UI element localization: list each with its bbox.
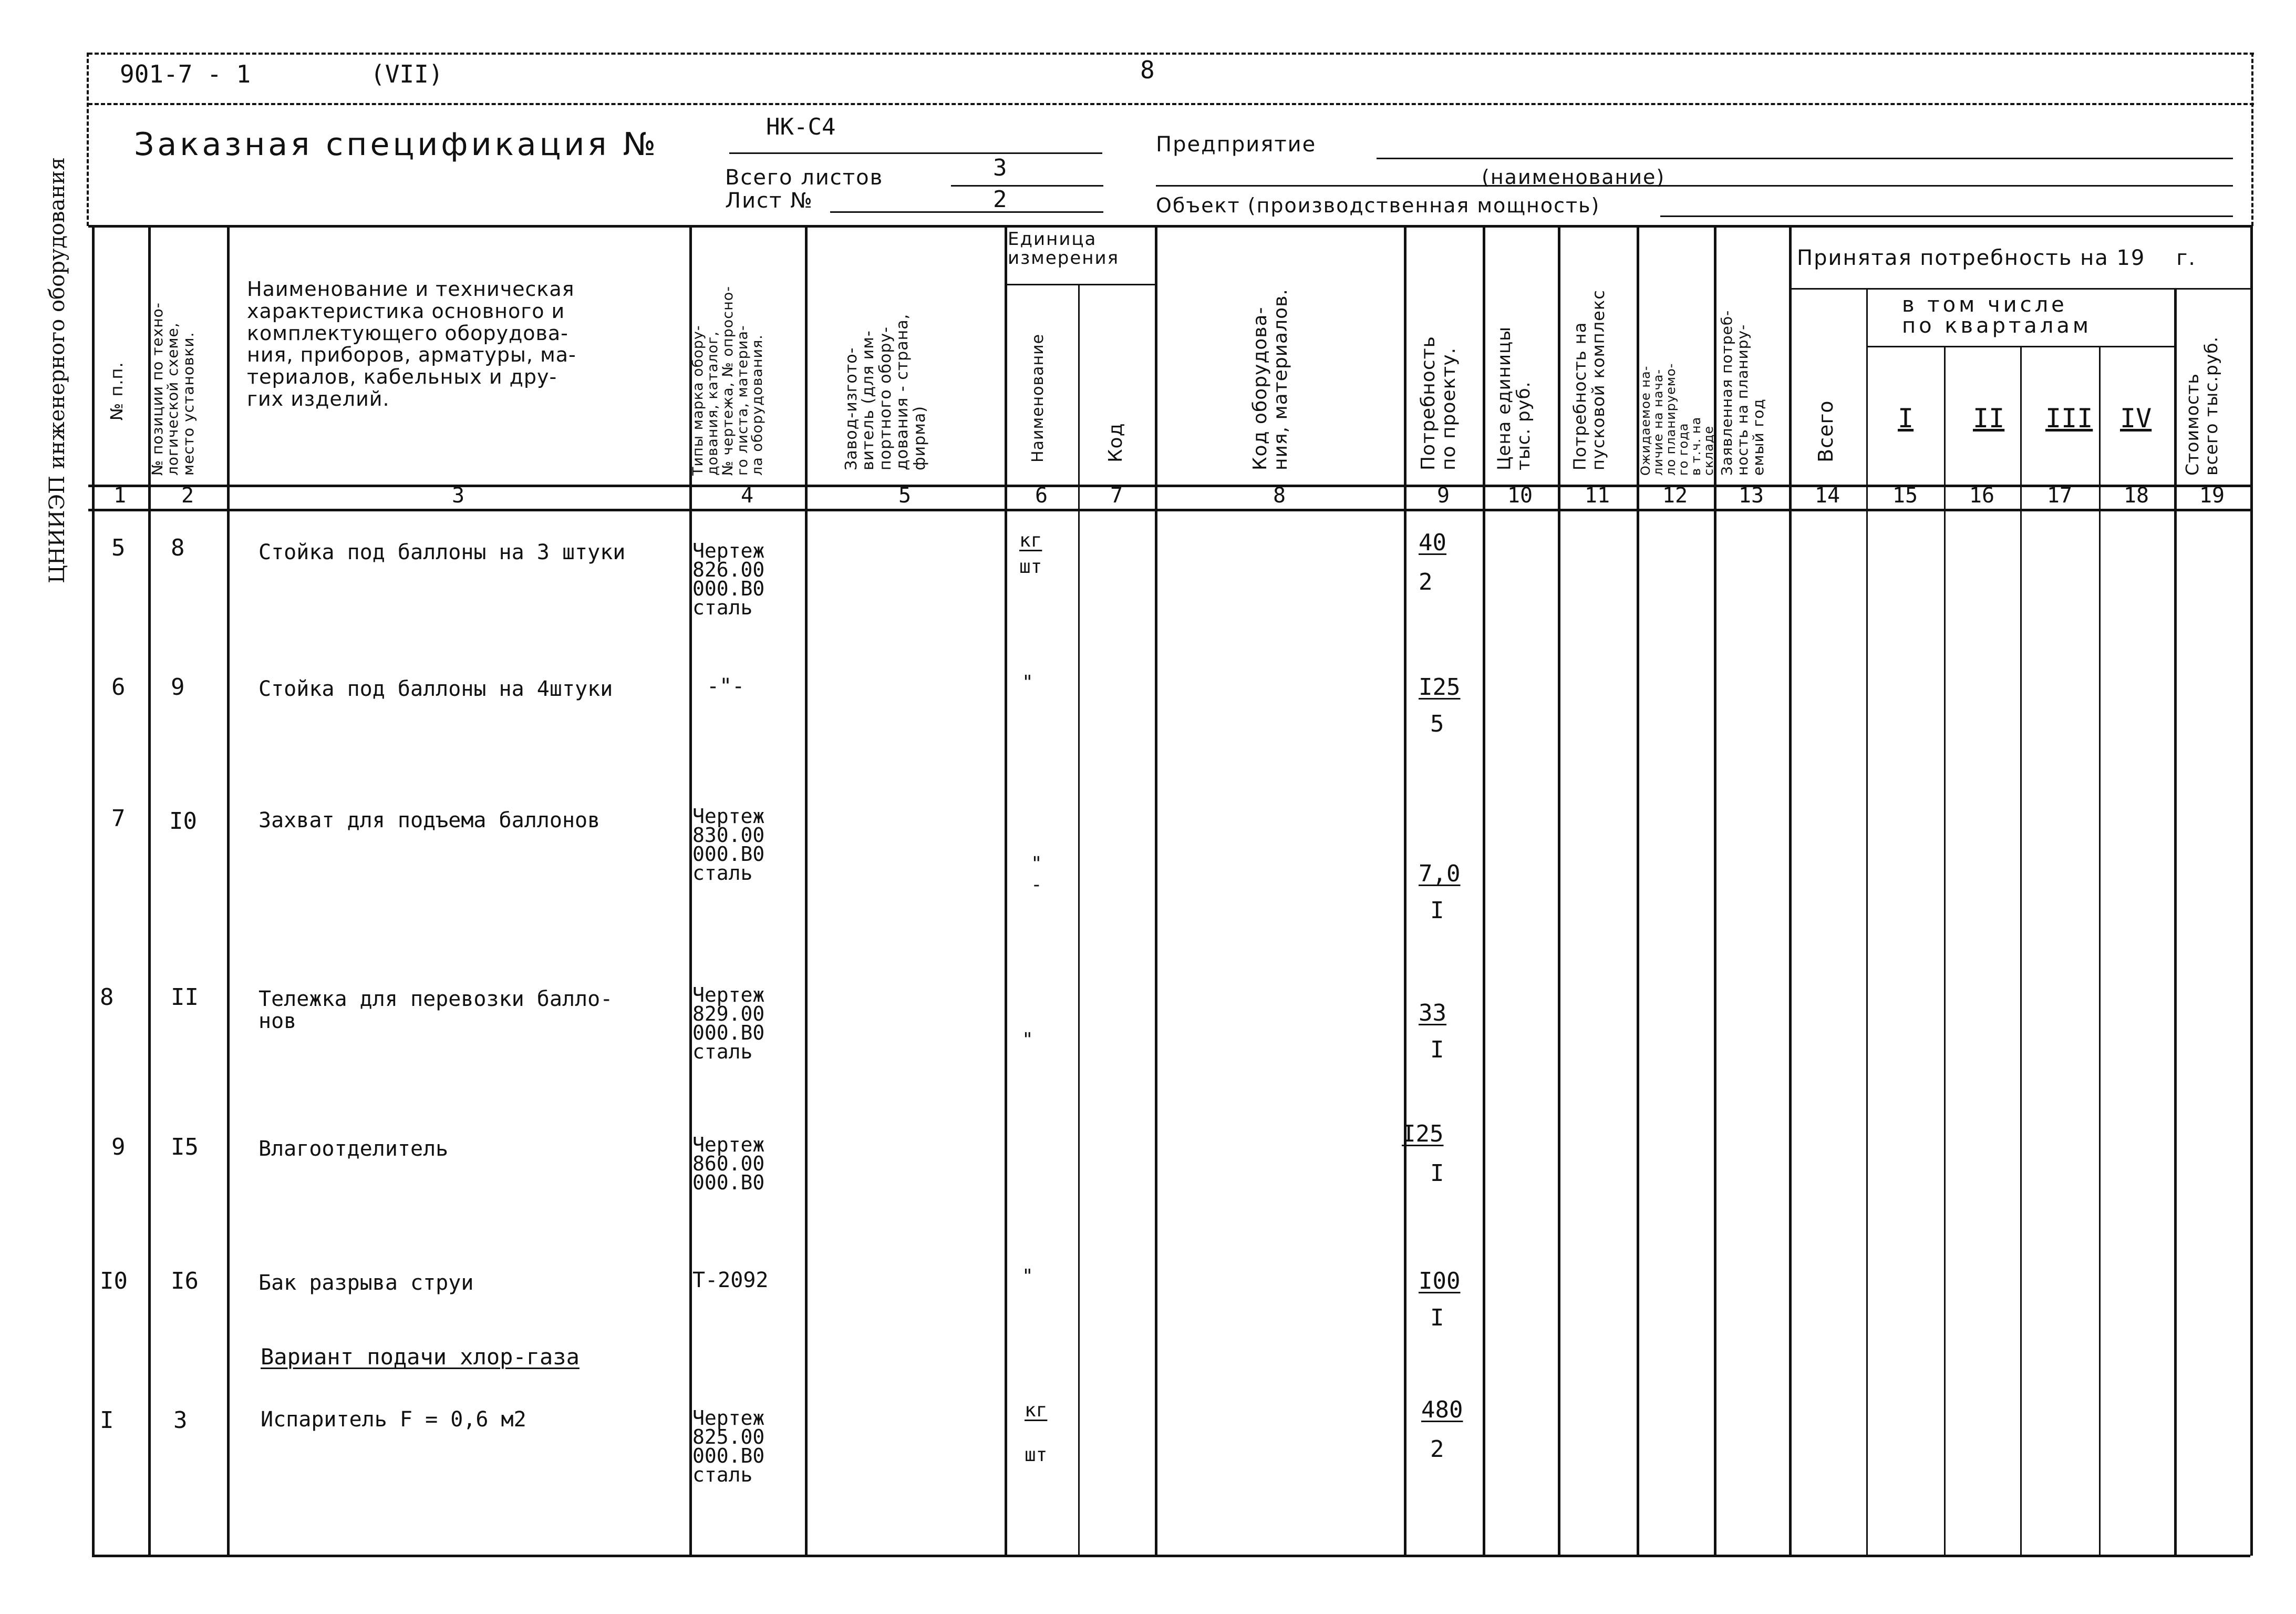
row-need-bottom: I bbox=[1430, 1304, 1444, 1331]
side-label: ЦНИИЭП инженерного оборудования bbox=[45, 157, 69, 583]
table-bottom-line bbox=[92, 1555, 2250, 1557]
row-name: Влагоотделитель bbox=[258, 1137, 449, 1161]
row-name: Стойка под баллоны на 4штуки bbox=[258, 677, 613, 701]
sheet-label: Лист № bbox=[725, 189, 813, 213]
col-number-bottom-line bbox=[88, 509, 2253, 511]
frame-left-top bbox=[87, 53, 89, 226]
quarters-group-header: в том числе по кварталам bbox=[1902, 293, 2092, 338]
col12-header: Ожидаемое на- личие на нача- ло планируемо- го года в т.ч. на складе bbox=[1638, 363, 1716, 476]
col13-header: Заявленная потреб- ность на планиру- емый год bbox=[1718, 310, 1767, 476]
row-need-bottom: 2 bbox=[1430, 1436, 1444, 1463]
row-unit-top: кг bbox=[1019, 530, 1042, 551]
col6-group-header: Единица измерения bbox=[1008, 229, 1120, 269]
col19-header: Стоимость всего тыс.руб. bbox=[2182, 336, 2221, 476]
row-number: 5 bbox=[111, 534, 126, 561]
name-caption: (наименование) bbox=[1482, 166, 1666, 189]
spec-number: НК-С4 bbox=[766, 114, 836, 140]
row-number: 7 bbox=[111, 805, 126, 832]
spec-title: Заказная спецификация № bbox=[134, 126, 659, 163]
row-type: Чертеж 830.00 000.В0 сталь bbox=[692, 805, 765, 885]
name-underline bbox=[1156, 185, 2233, 187]
accepted-group-header: Принятая потребность на 19 г. bbox=[1797, 246, 2196, 270]
col18-header: IV bbox=[2120, 403, 2152, 434]
col14-header: Всего bbox=[1814, 400, 1837, 462]
row-unit-top: " bbox=[1022, 672, 1033, 693]
row-name: Испаритель F = 0,6 м2 bbox=[261, 1407, 526, 1432]
row-need-bottom: I bbox=[1430, 897, 1444, 924]
col-line-19 bbox=[2250, 225, 2253, 1556]
row-type: Чертеж 829.00 000.В0 сталь bbox=[692, 983, 765, 1064]
col-line-4 bbox=[805, 225, 808, 1556]
document-code: 901-7 - 1 bbox=[120, 60, 251, 88]
row-need-top: I00 bbox=[1419, 1268, 1461, 1294]
row-type: Т-2092 bbox=[692, 1268, 769, 1292]
col-line-15 bbox=[1944, 346, 1946, 1556]
spec-number-underline bbox=[729, 152, 1102, 154]
col5-header: Завод-изгото- витель (для им- портного обору- дования - страна, фирма) bbox=[842, 313, 929, 470]
row-name: Захват для подъема баллонов bbox=[258, 808, 601, 832]
col16-header: II bbox=[1973, 403, 2005, 434]
row-need-top: I25 bbox=[1419, 674, 1461, 701]
sheets-label: Всего листов bbox=[725, 166, 884, 190]
row-number: 6 bbox=[111, 674, 126, 701]
col-line-6 bbox=[1078, 284, 1080, 1556]
row-name: Тележка для перевозки балло- нов bbox=[258, 987, 613, 1033]
col-number-top-line bbox=[88, 485, 2253, 487]
row-type: Чертеж 825.00 000.В0 сталь bbox=[692, 1406, 765, 1487]
col8-header: Код оборудова- ния, материалов. bbox=[1249, 289, 1291, 470]
col10-header: Цена единицы тыс. руб. bbox=[1494, 326, 1534, 470]
table-top-line bbox=[88, 225, 2253, 228]
row-unit-top: " bbox=[1022, 1266, 1033, 1287]
col-line-5 bbox=[1005, 225, 1007, 1556]
col17-header: III bbox=[2045, 403, 2093, 434]
row-number: 9 bbox=[111, 1134, 126, 1160]
row-need-top: 480 bbox=[1421, 1396, 1463, 1423]
row-need-bottom: I bbox=[1430, 1160, 1444, 1187]
row-number: I bbox=[100, 1407, 114, 1434]
row-number: 8 bbox=[100, 984, 114, 1011]
row-need-top: 40 bbox=[1419, 529, 1446, 556]
row-unit-bottom: шт bbox=[1025, 1444, 1048, 1466]
row-position: 3 bbox=[173, 1407, 188, 1434]
col1-header: № п.п. bbox=[107, 362, 127, 420]
row-name: Стойка под баллоны на 3 штуки bbox=[258, 540, 626, 564]
quarters-group-line bbox=[1866, 346, 2175, 347]
col-line-8 bbox=[1404, 225, 1406, 1556]
enterprise-underline bbox=[1377, 158, 2233, 159]
col7-header: Код bbox=[1105, 423, 1126, 462]
col-line-7 bbox=[1155, 225, 1157, 1556]
row-position: 8 bbox=[171, 534, 185, 561]
row-unit-top: кг bbox=[1025, 1400, 1048, 1421]
sheet-value: 2 bbox=[993, 186, 1007, 213]
col15-header: I bbox=[1898, 403, 1914, 434]
row-unit-top: " bbox=[1022, 1029, 1033, 1051]
row-type: Чертеж 826.00 000.В0 сталь bbox=[692, 539, 765, 620]
row-need-bottom: 5 bbox=[1430, 711, 1444, 737]
row-position: I0 bbox=[169, 808, 197, 835]
col-line-18 bbox=[2174, 288, 2177, 1556]
row-need-bottom: 2 bbox=[1419, 569, 1433, 595]
row-unit-bottom: шт bbox=[1019, 556, 1042, 578]
row-type: Чертеж 860.00 000.В0 bbox=[692, 1133, 765, 1195]
sheets-value: 3 bbox=[993, 155, 1007, 181]
col-line-0 bbox=[92, 225, 95, 1556]
col-line-13 bbox=[1789, 225, 1792, 1556]
page-number: 8 bbox=[1140, 56, 1155, 84]
unit-group-line bbox=[1005, 284, 1155, 285]
row-position: I5 bbox=[171, 1134, 199, 1160]
frame-top bbox=[88, 53, 2254, 55]
col3-header: Наименование и техническая характеристика основного и комплектующего оборудова- ния, приборов, арматуры, ма- териалов, кабельных и дру- гих изделий. bbox=[247, 277, 576, 410]
col-line-16 bbox=[2020, 346, 2022, 1556]
col6-header: Наименование bbox=[1029, 333, 1047, 462]
row-name: Бак разрыва струи bbox=[258, 1271, 474, 1295]
row-need-bottom: I bbox=[1430, 1036, 1444, 1063]
row-position: II bbox=[171, 984, 199, 1011]
col4-header: Типы марка обору- дования, каталог, № чертежа, № опросно- го листа, материа- ла оборудования. bbox=[690, 286, 766, 476]
col-line-17 bbox=[2099, 346, 2101, 1556]
row-type: -"- bbox=[707, 674, 745, 698]
col-line-2 bbox=[227, 225, 230, 1556]
row-need-top: 33 bbox=[1419, 1000, 1446, 1026]
frame-right-top bbox=[2251, 53, 2253, 226]
header-divider bbox=[88, 103, 2254, 105]
col-line-9 bbox=[1483, 225, 1485, 1556]
row-need-top: I25 bbox=[1402, 1120, 1444, 1147]
row-need-top: 7,0 bbox=[1419, 860, 1461, 887]
object-label: Объект (производственная мощность) bbox=[1156, 194, 1600, 217]
col11-header: Потребность на пусковой комплекс bbox=[1570, 290, 1608, 470]
enterprise-label: Предприятие bbox=[1156, 132, 1317, 157]
accepted-group-line bbox=[1789, 288, 2251, 290]
row-unit-bottom: - bbox=[1031, 874, 1042, 896]
object-underline bbox=[1660, 215, 2233, 217]
section-heading: Вариант подачи хлор-газа bbox=[261, 1344, 580, 1370]
roman-section: (VII) bbox=[370, 60, 443, 88]
col-line-14 bbox=[1866, 288, 1868, 1556]
col2-header: № позиции по техно- логической схеме, место установки. bbox=[149, 302, 197, 476]
col9-header: Потребность по проекту. bbox=[1418, 336, 1460, 470]
row-position: I6 bbox=[171, 1268, 199, 1294]
row-position: 9 bbox=[171, 674, 185, 701]
row-number: I0 bbox=[100, 1268, 128, 1294]
sheets-underline bbox=[951, 185, 1103, 187]
row-unit-top: " bbox=[1031, 853, 1042, 875]
col-line-10 bbox=[1558, 225, 1560, 1556]
sheet-underline bbox=[830, 211, 1103, 213]
